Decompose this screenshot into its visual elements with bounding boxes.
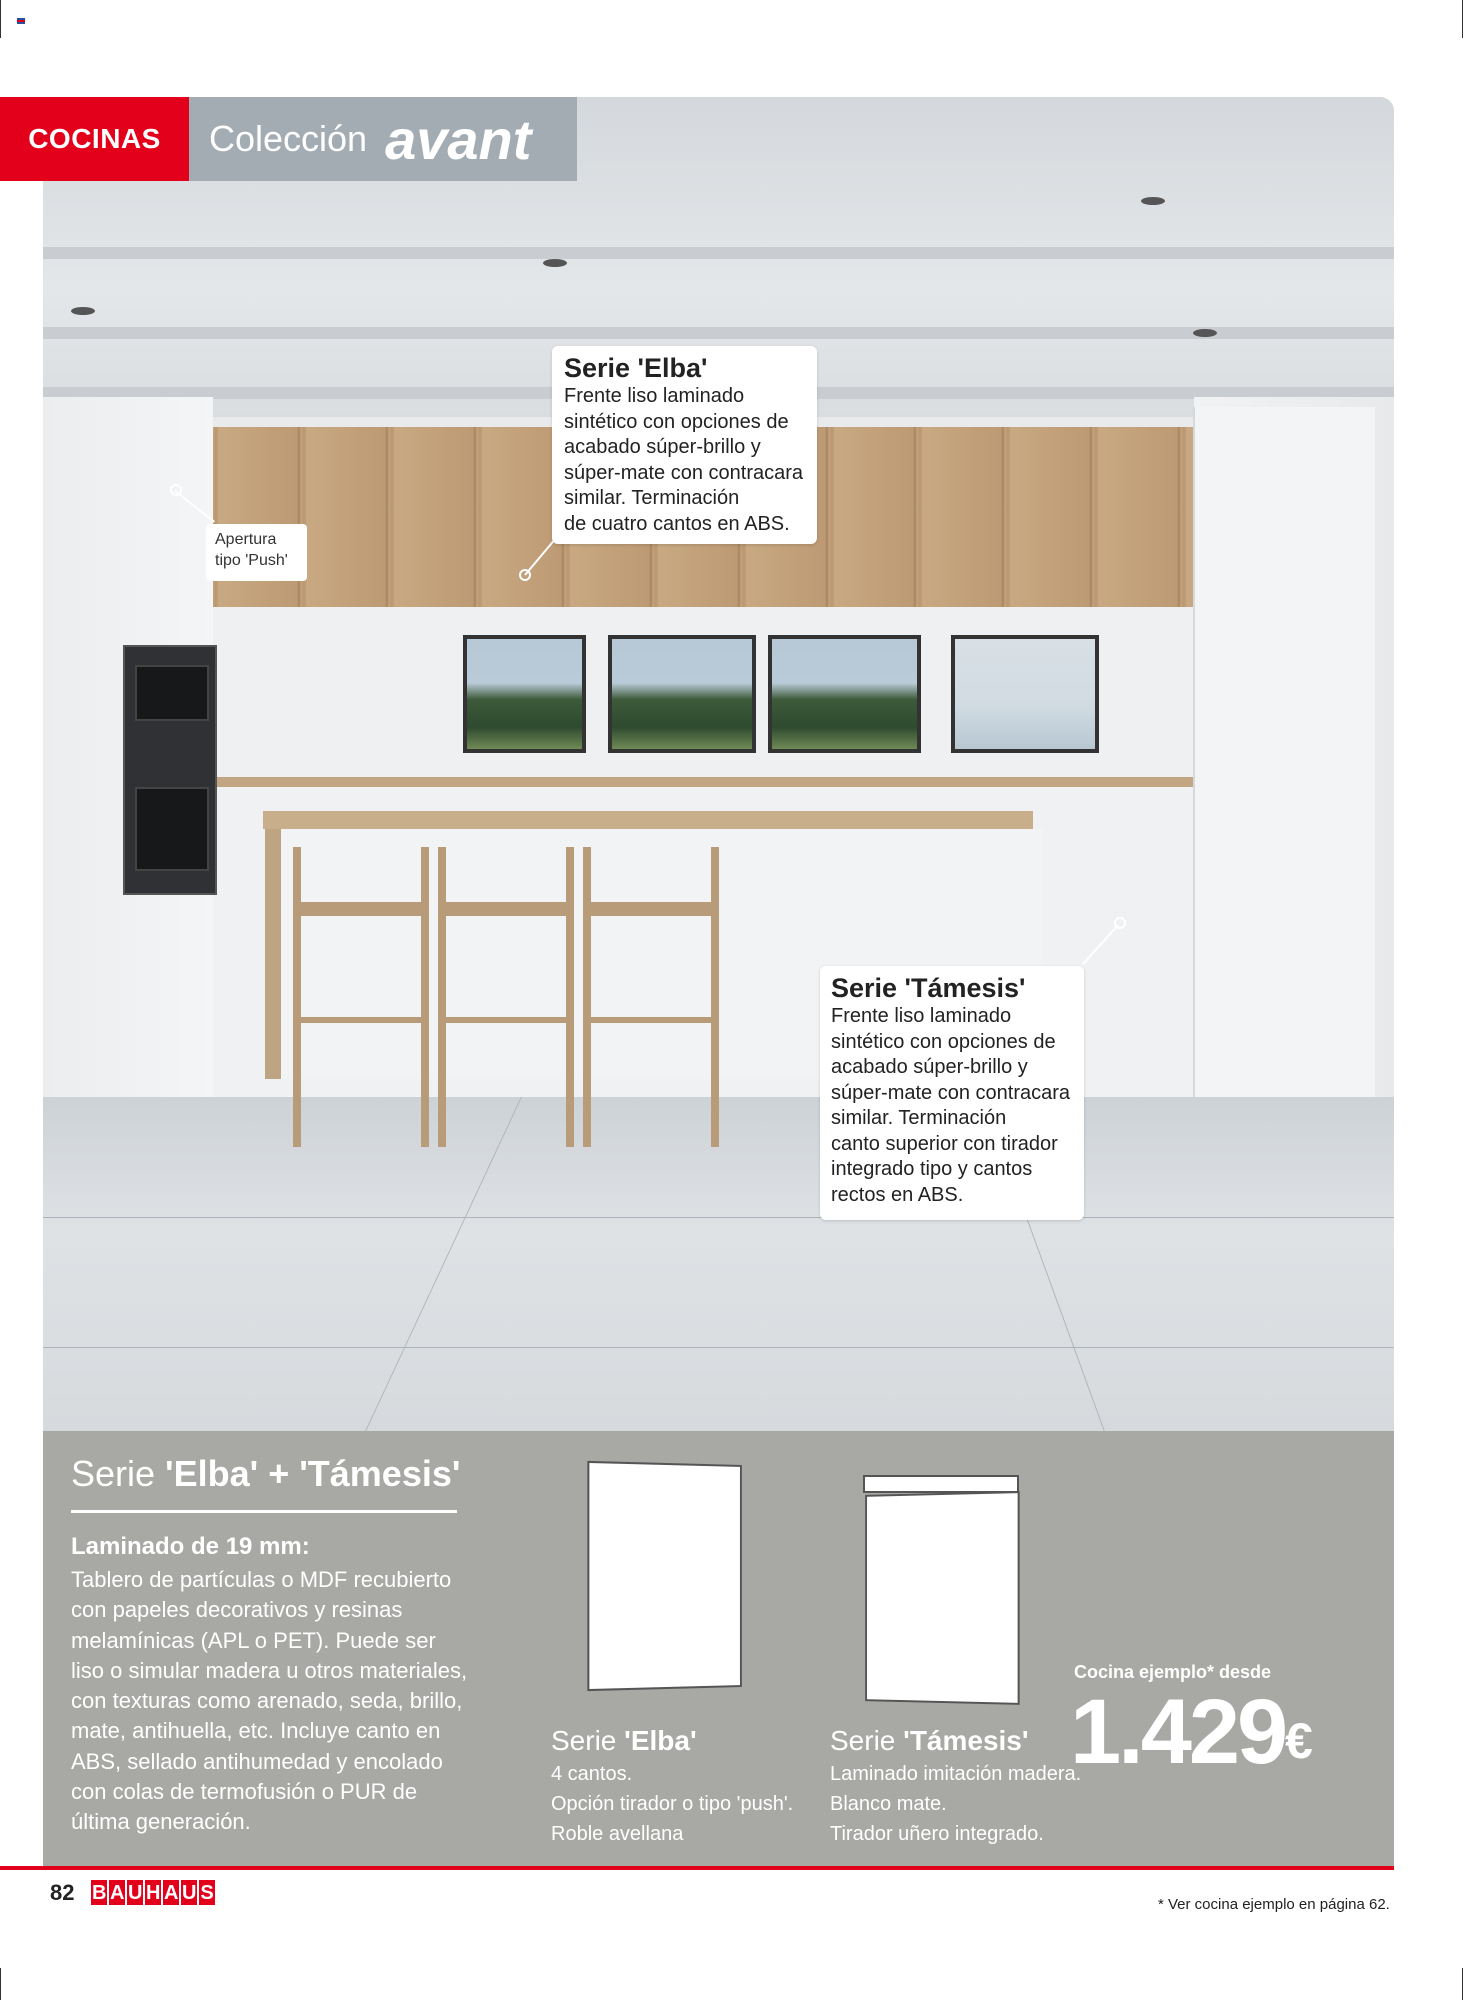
bauhaus-logo-letter: H bbox=[146, 1882, 161, 1904]
floor-tile-joint bbox=[43, 1347, 1394, 1348]
countertop bbox=[213, 777, 1193, 787]
microwave-window bbox=[135, 665, 209, 721]
serie-elba-line: Opción tirador o tipo 'push'. bbox=[551, 1793, 794, 1815]
collection-name: avant bbox=[385, 107, 532, 171]
bauhaus-logo-letter: S bbox=[200, 1882, 214, 1904]
floor-tile-joint bbox=[43, 1217, 1394, 1218]
price-currency: € bbox=[1285, 1713, 1313, 1769]
window bbox=[608, 635, 756, 753]
ceiling-beam bbox=[43, 327, 1394, 339]
tamesis-door-panel-top bbox=[863, 1475, 1019, 1493]
collection-label: Colección bbox=[209, 118, 368, 159]
floor-tile-joint bbox=[365, 1097, 522, 1431]
marble-floor bbox=[43, 1097, 1394, 1431]
page-number: 82 bbox=[50, 1880, 75, 1905]
callout-tamesis-title: Serie 'Támesis' bbox=[831, 973, 1026, 1003]
serie-elba-line: 4 cantos. bbox=[551, 1763, 633, 1785]
ceiling-spotlight-icon bbox=[543, 259, 567, 267]
window bbox=[951, 635, 1099, 753]
callout-tamesis-body: Frente liso laminado sintético con opciones de acabado súper-brillo y súper-mate con contracara similar. Terminación canto superior con tirador integrado tipo y cantos rectos en ABS. bbox=[831, 1005, 1071, 1206]
leader-dot bbox=[519, 569, 531, 581]
serie-tamesis-line: Blanco mate. bbox=[830, 1793, 947, 1815]
bauhaus-logo-letter: B bbox=[92, 1882, 107, 1904]
callout-tamesis bbox=[820, 966, 1084, 1220]
bauhaus-logo bbox=[91, 1880, 215, 1905]
ceiling-beam bbox=[43, 247, 1394, 259]
price-label: Cocina ejemplo* desde bbox=[1074, 1662, 1272, 1682]
crop-mark-right bbox=[1462, 0, 1463, 38]
footnote: * Ver cocina ejemplo en página 62. bbox=[1158, 1896, 1390, 1913]
bar-stool bbox=[438, 847, 574, 1147]
leader-dot bbox=[1114, 917, 1126, 929]
window bbox=[768, 635, 921, 753]
info-title-prefix: Serie bbox=[71, 1453, 166, 1494]
serie-tamesis-title bbox=[830, 1723, 1081, 1759]
info-band bbox=[43, 1431, 1394, 1869]
flag-icon bbox=[17, 18, 25, 24]
serie-tamesis-line: Laminado imitación madera. bbox=[830, 1763, 1082, 1785]
bauhaus-logo-letter: U bbox=[128, 1882, 143, 1904]
callout-elba-title: Serie 'Elba' bbox=[564, 353, 708, 383]
callout-push: Apertura tipo 'Push' bbox=[206, 524, 307, 581]
bauhaus-logo-letter: A bbox=[110, 1882, 125, 1904]
kitchen-photo bbox=[43, 97, 1394, 1431]
serie-tamesis-block bbox=[830, 1723, 1081, 1849]
serie-elba-line: Roble avellana bbox=[551, 1823, 684, 1845]
serie-prefix: Serie bbox=[551, 1725, 625, 1756]
leader-dot bbox=[170, 484, 182, 496]
serie-elba-title bbox=[551, 1723, 793, 1759]
serie-name: 'Támesis' bbox=[903, 1725, 1029, 1756]
oven-tower bbox=[123, 645, 217, 895]
window bbox=[463, 635, 586, 753]
callout-elba-body: Frente liso laminado sintético con opciones de acabado súper-brillo y súper-mate con contracara similar. Terminación de cuatro cantos en ABS. bbox=[564, 385, 804, 535]
crop-mark-bottom-left bbox=[0, 1968, 1, 2000]
price-value: 1.429 bbox=[1070, 1681, 1286, 1783]
category-tab bbox=[0, 97, 189, 181]
bauhaus-logo-letter: A bbox=[164, 1882, 179, 1904]
bar-stool bbox=[583, 847, 719, 1147]
tall-cabinet bbox=[1193, 407, 1375, 1127]
category-label: COCINAS bbox=[28, 123, 161, 154]
elba-door-panel bbox=[587, 1461, 742, 1691]
info-description: Tablero de partículas o MDF recubierto con papeles decorativos y resinas melamínicas (APL o PET). Puede ser liso o simular madera u otros materiales, con texturas como arenado, seda, brillo, mate, antihuella, etc. Incluye canto en ABS, sellado antihumedad y encolado con colas de termofusión o PUR de última generación. bbox=[71, 1567, 468, 1835]
crop-mark-bottom-right bbox=[1462, 1968, 1463, 2000]
ceiling-spotlight-icon bbox=[1141, 197, 1165, 205]
bauhaus-logo-letter: U bbox=[182, 1882, 197, 1904]
serie-prefix: Serie bbox=[830, 1725, 904, 1756]
oven-window bbox=[135, 787, 209, 871]
crop-mark-left bbox=[0, 0, 1, 38]
info-title bbox=[71, 1453, 460, 1495]
info-title-series: 'Elba' + 'Támesis' bbox=[165, 1453, 461, 1494]
info-title-underline bbox=[71, 1510, 457, 1513]
serie-name: 'Elba' bbox=[624, 1725, 697, 1756]
serie-tamesis-line: Tirador uñero integrado. bbox=[830, 1823, 1044, 1845]
collection-tab bbox=[189, 97, 577, 181]
footer-rule bbox=[0, 1866, 1394, 1870]
info-subtitle: Laminado de 19 mm: bbox=[71, 1533, 310, 1560]
tamesis-door-panel bbox=[865, 1491, 1020, 1705]
island-countertop bbox=[263, 811, 1033, 829]
ceiling-spotlight-icon bbox=[71, 307, 95, 315]
ceiling-spotlight-icon bbox=[1193, 329, 1217, 337]
serie-elba-block bbox=[551, 1723, 793, 1849]
bar-stool bbox=[293, 847, 429, 1147]
callout-elba bbox=[552, 346, 817, 544]
